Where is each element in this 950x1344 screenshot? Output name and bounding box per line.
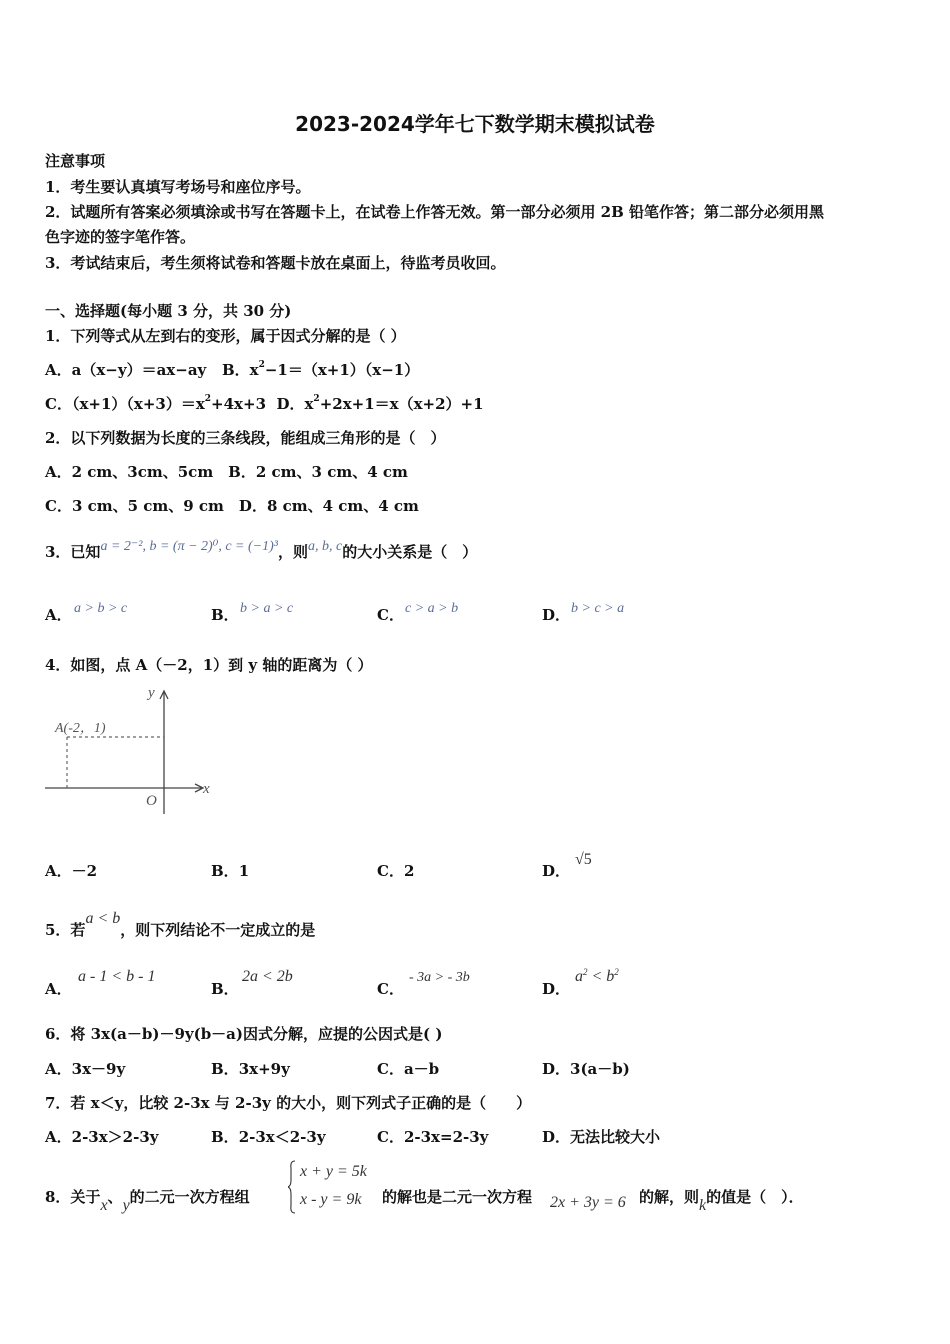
q8-var-k: k	[699, 1197, 707, 1214]
q3-variables: a, b, c	[307, 539, 343, 554]
y-axis-label: y	[148, 685, 155, 701]
x-axis-label: x	[203, 781, 210, 797]
q4-coordinate-figure	[40, 682, 220, 822]
q6-stem: 6．将 3x(a－b)－9y(b－a)因式分解，应提的公因式是( )	[45, 1025, 443, 1043]
q5-option-c-label: C．	[377, 980, 404, 998]
q6-option-a: A．3x－9y	[45, 1060, 126, 1078]
notice-item-1: 1．考生要认真填写考场号和座位序号。	[45, 178, 311, 196]
q6-option-c: C．a－b	[377, 1060, 440, 1078]
q6-option-b: B．3x+9y	[211, 1060, 290, 1078]
q5-option-b-label: B．	[211, 980, 239, 998]
q3-option-a-label: A．	[45, 606, 72, 624]
q4-option-d: √5	[575, 851, 592, 868]
q7-stem: 7．若 x＜y，比较 2-3x 与 2-3y 的大小，则下列式子正确的是（ ）	[45, 1094, 532, 1112]
q7-option-d: D．无法比较大小	[542, 1128, 661, 1146]
q8-equation-2: x - y = 9k	[300, 1191, 362, 1208]
q5-option-c: - 3a > - 3b	[409, 970, 470, 985]
q7-option-a: A．2-3x＞2-3y	[45, 1128, 159, 1146]
left-brace-icon	[288, 1160, 296, 1214]
q2-options-cd: C．3 cm、5 cm、9 cm D．8 cm、4 cm、4 cm	[45, 497, 419, 515]
q8-var-x: x	[100, 1197, 108, 1214]
q3-option-d: b > c > a	[571, 601, 625, 616]
q1-option-c: C．$(x+1)(x+3)=x^2+4x+3$	[45, 394, 267, 413]
notice-item-2: 2．试题所有答案必须填涂或书写在答题卡上，在试卷上作答无效。第一部分必须用 2B 铅笔作答；第二部分必须用黑	[45, 203, 825, 221]
q4-option-c: C．2	[377, 862, 415, 880]
q7-option-b: B．2-3x＜2-3y	[211, 1128, 326, 1146]
q1-option-a: A．a（x−y）＝ax−ay	[45, 361, 207, 379]
q8-equation-3: 2x + 3y = 6	[550, 1194, 626, 1211]
notice-item-2-continued: 色字迹的签字笔作答。	[45, 228, 196, 246]
q8-stem-end: 的解，则k的值是（ ）．	[639, 1188, 804, 1214]
q4-stem: 4．如图，点 A（－2，1）到 y 轴的距离为（ ）	[45, 656, 373, 674]
q4-option-a: A．－2	[45, 862, 98, 880]
q4-option-b: B．1	[211, 862, 250, 880]
q4-option-d-label: D．	[542, 862, 571, 880]
q5-option-a-label: A．	[45, 980, 72, 998]
q5-option-b: 2a < 2b	[242, 968, 293, 985]
page-title: 2023-2024学年七下数学期末模拟试卷	[295, 112, 655, 136]
point-a-label: A(-2，1)	[55, 721, 106, 736]
origin-label: O	[146, 793, 157, 809]
q1-option-d: D．$x^2+2x+1=x(x+2)+1$	[276, 394, 484, 413]
q6-option-d: D．3(a－b)	[542, 1060, 630, 1078]
q5-option-a: a - 1 < b - 1	[78, 968, 156, 985]
q1-stem: 1．下列等式从左到右的变形，属于因式分解的是（ ）	[45, 327, 406, 345]
q5-option-d-label: D．	[542, 980, 571, 998]
q1-options-ab	[45, 360, 419, 380]
q2-options-ab: A．2 cm、3cm、5cm B．2 cm、3 cm、4 cm	[45, 463, 408, 481]
notice-heading: 注意事项	[45, 152, 106, 170]
q8-var-y: y	[122, 1197, 130, 1214]
q3-option-c-label: C．	[377, 606, 404, 624]
q3-option-b: b > a > c	[240, 601, 294, 616]
q8-stem-start: 8．关于x、y的二元一次方程组	[45, 1188, 250, 1214]
section-heading: 一、选择题(每小题 3 分，共 30 分)	[45, 302, 292, 320]
q2-stem: 2．以下列数据为长度的三条线段，能组成三角形的是（ ）	[45, 429, 446, 447]
notice-item-3: 3．考试结束后，考生须将试卷和答题卡放在桌面上，待监考员收回。	[45, 254, 506, 272]
q8-equation-1: x + y = 5k	[300, 1163, 367, 1180]
q3-stem: 3．已知a = 2⁻², b = (π − 2)⁰, c = (−1)³，则a, b, c的大小关系是（ ）	[45, 539, 478, 561]
q3-option-c: c > a > b	[405, 601, 459, 616]
q3-option-a: a > b > c	[74, 601, 128, 616]
q7-option-c: C．2-3x=2-3y	[377, 1128, 489, 1146]
q3-option-b-label: B．	[211, 606, 239, 624]
q3-option-d-label: D．	[542, 606, 571, 624]
q5-stem: 5．若a < b，则下列结论不一定成立的是	[45, 910, 316, 939]
q3-given-formula: a = 2⁻², b = (π − 2)⁰, c = (−1)³	[100, 539, 278, 554]
q8-stem-middle: 的解也是二元一次方程	[382, 1188, 533, 1206]
q1-option-b: B．$x^2-1=(x+1)(x-1)$	[221, 360, 420, 379]
q5-condition: a < b	[85, 910, 121, 927]
q1-options-cd	[45, 394, 484, 414]
q5-option-d: $a^2 < b^2$	[575, 967, 619, 985]
